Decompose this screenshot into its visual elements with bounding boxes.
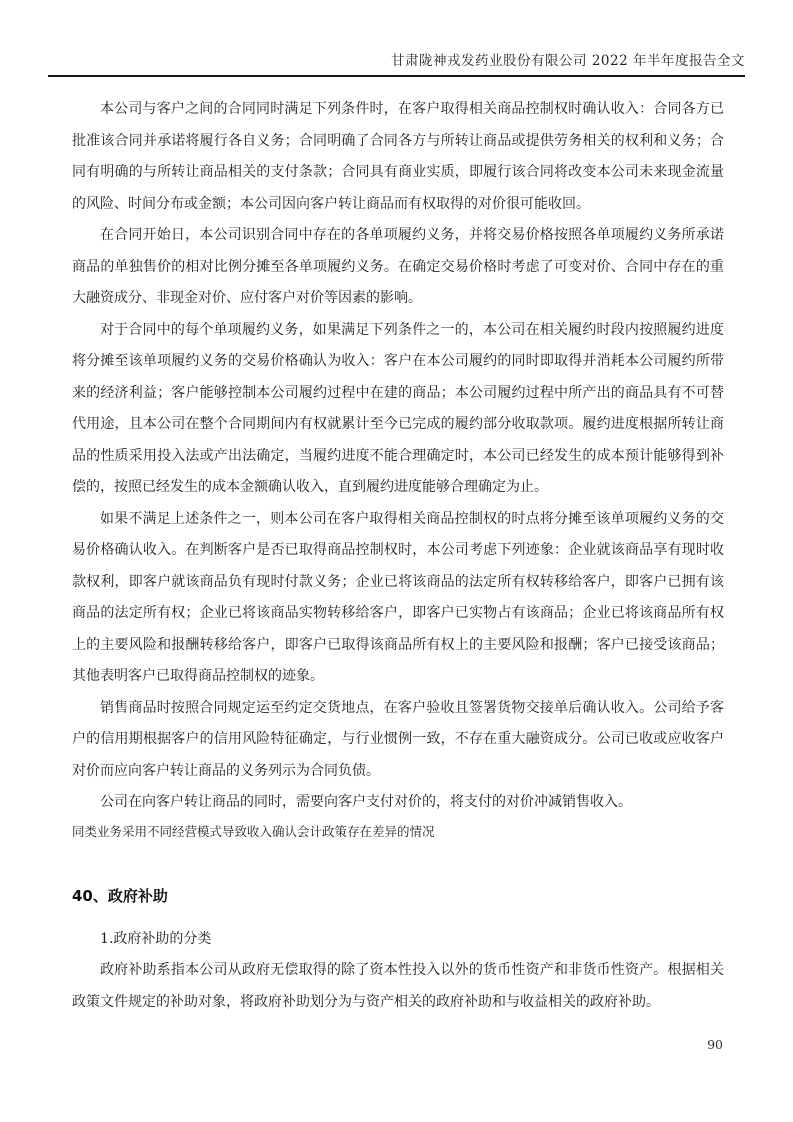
subsection-title: 1.政府补助的分类 [100, 930, 212, 947]
document-body [72, 94, 724, 1018]
body-paragraph: 如果不满足上述条件之一，则本公司在客户取得相关商品控制权的时点将分摊至该单项履约义务的交易价格确认收入。在判断客户是否已取得商品控制权时，本公司考虑下列迹象：企业就该商品享有现时收款权利，即客户就该商品负有现时付款义务；企业已将该商品的法定所有权转移给客户，即客户已拥有该商品的法定所有权；企业已将该商品实物转移给客户，即客户已实物占有该商品；企业已将该商品所有权上的主要风险和报酬转移给客户，即客户已取得该商品所有权上的主要风险和报酬；客户已接受该商品；其他表明客户已取得商品控制权的迹象。 [72, 510, 724, 684]
body-paragraph: 销售商品时按照合同规定运至约定交货地点，在客户验收且签署货物交接单后确认收入。公司给予客户的信用期根据客户的信用风险特征确定，与行业惯例一致，不存在重大融资成分。公司已收或应收客户对价而应向客户转让商品的义务列示为合同负债。 [72, 699, 724, 779]
body-paragraph: 在合同开始日，本公司识别合同中存在的各单项履约义务，并将交易价格按照各单项履约义务所承诺商品的单独售价的相对比例分摊至各单项履约义务。在确定交易价格时考虑了可变对价、合同中存在的重大融资成分、非现金对价、应付客户对价等因素的影响。 [72, 227, 724, 306]
body-paragraph: 本公司与客户之间的合同同时满足下列条件时，在客户取得相关商品控制权时确认收入：合同各方已批准该合同并承诺将履行各自义务；合同明确了合同各方与所转让商品或提供劳务相关的权利和义务；合同有明确的与所转让商品相关的支付条款；合同具有商业实质，即履行该合同将改变本公司未来现金流量的风险、时间分布或金额；本公司因向客户转让商品而有权取得的对价很可能收回。 [72, 101, 724, 212]
note-line: 同类业务采用不同经营模式导致收入确认会计政策存在差异的情况 [72, 823, 435, 839]
body-paragraph: 对于合同中的每个单项履约义务，如果满足下列条件之一的，本公司在相关履约时段内按照履约进度将分摊至该单项履约义务的交易价格确认为收入：客户在本公司履约的同时即取得并消耗本公司履约所带来的经济利益；客户能够控制本公司履约过程中在建的商品；本公司履约过程中所产出的商品具有不可替代用途，且本公司在整个合同期间内有权就累计至今已完成的履约部分收取款项。履约进度根据所转让商品的性质采用投入法或产出法确定，当履约进度不能合理确定时，本公司已经发生的成本预计能够得到补偿的，按照已经发生的成本金额确认收入，直到履约进度能够合理确定为止。 [72, 321, 724, 495]
page-number: 90 [707, 1037, 723, 1052]
body-paragraph: 政府补助系指本公司从政府无偿取得的除了资本性投入以外的货币性资产和非货币性资产。根据相关政策文件规定的补助对象，将政府补助划分为与资产相关的政府补助和与收益相关的政府补助。 [72, 962, 724, 1010]
body-paragraph: 公司在向客户转让商品的同时，需要向客户支付对价的，将支付的对价冲减销售收入。 [100, 794, 632, 810]
section-heading: 40、政府补助 [72, 886, 168, 905]
page-header-title: 甘肃陇神戎发药业股份有限公司 2022 年半年度报告全文 [48, 52, 745, 77]
